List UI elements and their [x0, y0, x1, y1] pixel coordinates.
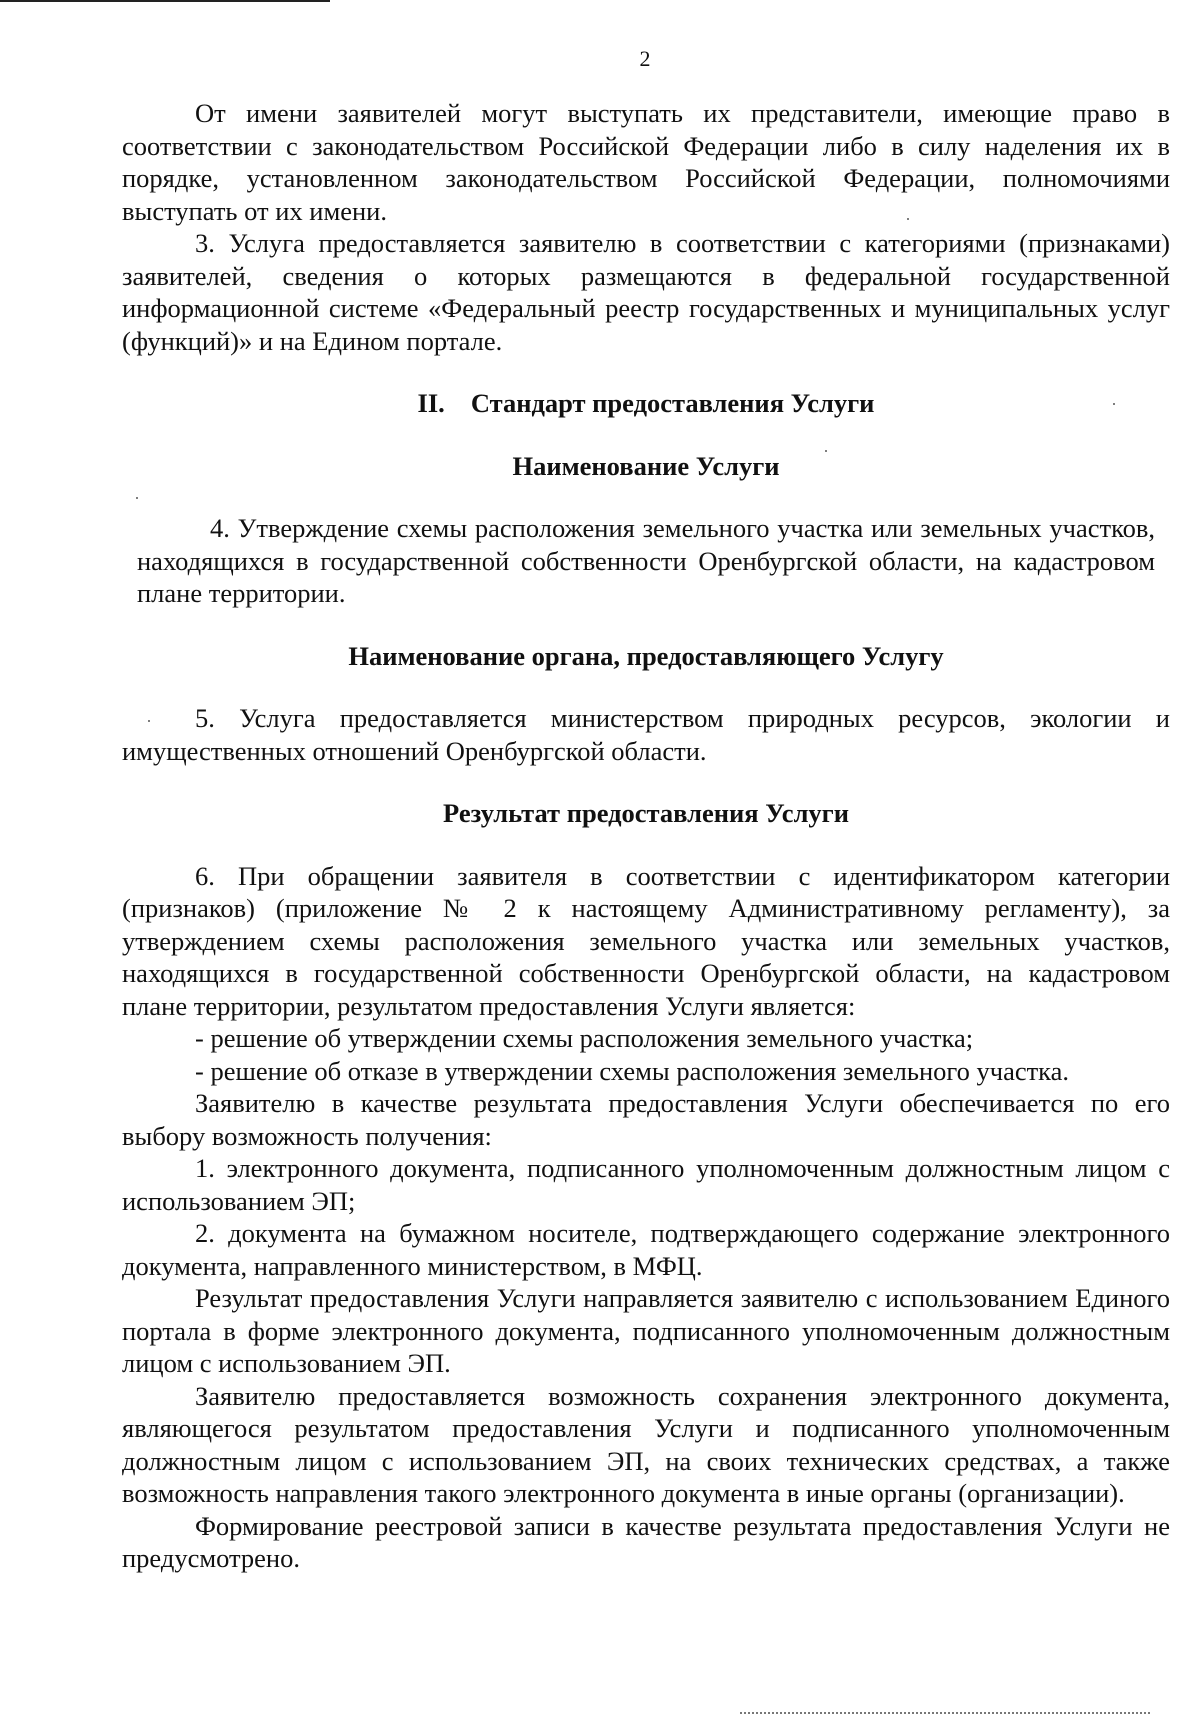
scan-speck — [1113, 403, 1115, 405]
paragraph-result-choice: Заявителю в качестве результата предоставления Услуги обеспечивается по его выбору возможность получения: — [122, 1088, 1170, 1151]
paragraph-4: 4. Утверждение схемы расположения земельного участка или земельных участков, находящихся в государственной собственности Оренбургской области, на кадастровом плане территории. — [137, 513, 1155, 608]
result-option-refusal: - решение об отказе в утверждении схемы расположения земельного участка. — [195, 1055, 1070, 1086]
paragraph-5: 5. Услуга предоставляется министерством природных ресурсов, экологии и имущественных отношений Оренбургской области. — [122, 703, 1170, 766]
paragraph-result-delivery: Результат предоставления Услуги направляется заявителю с использованием Единого портала в форме электронного документа, подписанного уполномоченным должностным лицом с использованием ЭП. — [122, 1283, 1170, 1378]
section-heading — [122, 387, 1170, 420]
scan-speck — [825, 450, 827, 452]
page-number: 2 — [639, 46, 651, 71]
result-option-approval: - решение об утверждении схемы расположения земельного участка; — [195, 1023, 974, 1053]
result-format-electronic: 1. электронного документа, подписанного уполномоченным должностным лицом с использованием ЭП; — [122, 1153, 1170, 1216]
result-format-paper: 2. документа на бумажном носителе, подтверждающего содержание электронного документа, направленного министерством, в МФЦ. — [122, 1218, 1170, 1281]
paragraph-registry-record: Формирование реестровой записи в качестве результата предоставления Услуги не предусмотрено. — [122, 1510, 1170, 1573]
scan-speck — [136, 497, 138, 499]
heading-service-name: Наименование Услуги — [512, 450, 780, 481]
heading-service-result: Результат предоставления Услуги — [443, 798, 849, 828]
paragraph-representatives: От имени заявителей могут выступать их представители, имеющие право в соответствии с законодательством Российской Федерации либо в силу наделения их в порядке, установленном законодательством Российской Федерации, полномочиями выступать от их имени. — [122, 98, 1170, 226]
top-edge-rule — [0, 0, 330, 2]
document-body — [122, 97, 1170, 1575]
heading-service-authority: Наименование органа, предоставляющего Услугу — [348, 640, 944, 671]
paragraph-result-storage: Заявителю предоставляется возможность сохранения электронного документа, являющегося результатом предоставления Услуги и подписанного уполномоченным должностным лицом с использованием ЭП, на своих технических средствах, а также возможность направления такого электронного документа в иные органы (организации). — [122, 1380, 1170, 1508]
bottom-scan-artifact — [740, 1712, 1150, 1716]
paragraph-3: 3. Услуга предоставляется заявителю в соответствии с категориями (признаками) заявителей, сведения о которых размещаются в федеральной государственной информационной системе «Федеральный реестр государственных и муниципальных услуг (функций)» и на Едином портале. — [122, 228, 1170, 356]
section-title: Стандарт предоставления Услуги — [470, 388, 875, 418]
paragraph-6: 6. При обращении заявителя в соответствии с идентификатором категории (признаков) (приложение № 2 к настоящему Административному регламенту), за утверждением схемы расположения земельного участка или земельных участков, находящихся в государственной собственности Оренбургской области, на кадастровом плане территории, результатом предоставления Услуги является: — [122, 860, 1170, 1021]
scan-speck — [148, 720, 150, 722]
section-roman-numeral: II. — [417, 388, 445, 418]
scan-speck — [907, 218, 909, 220]
